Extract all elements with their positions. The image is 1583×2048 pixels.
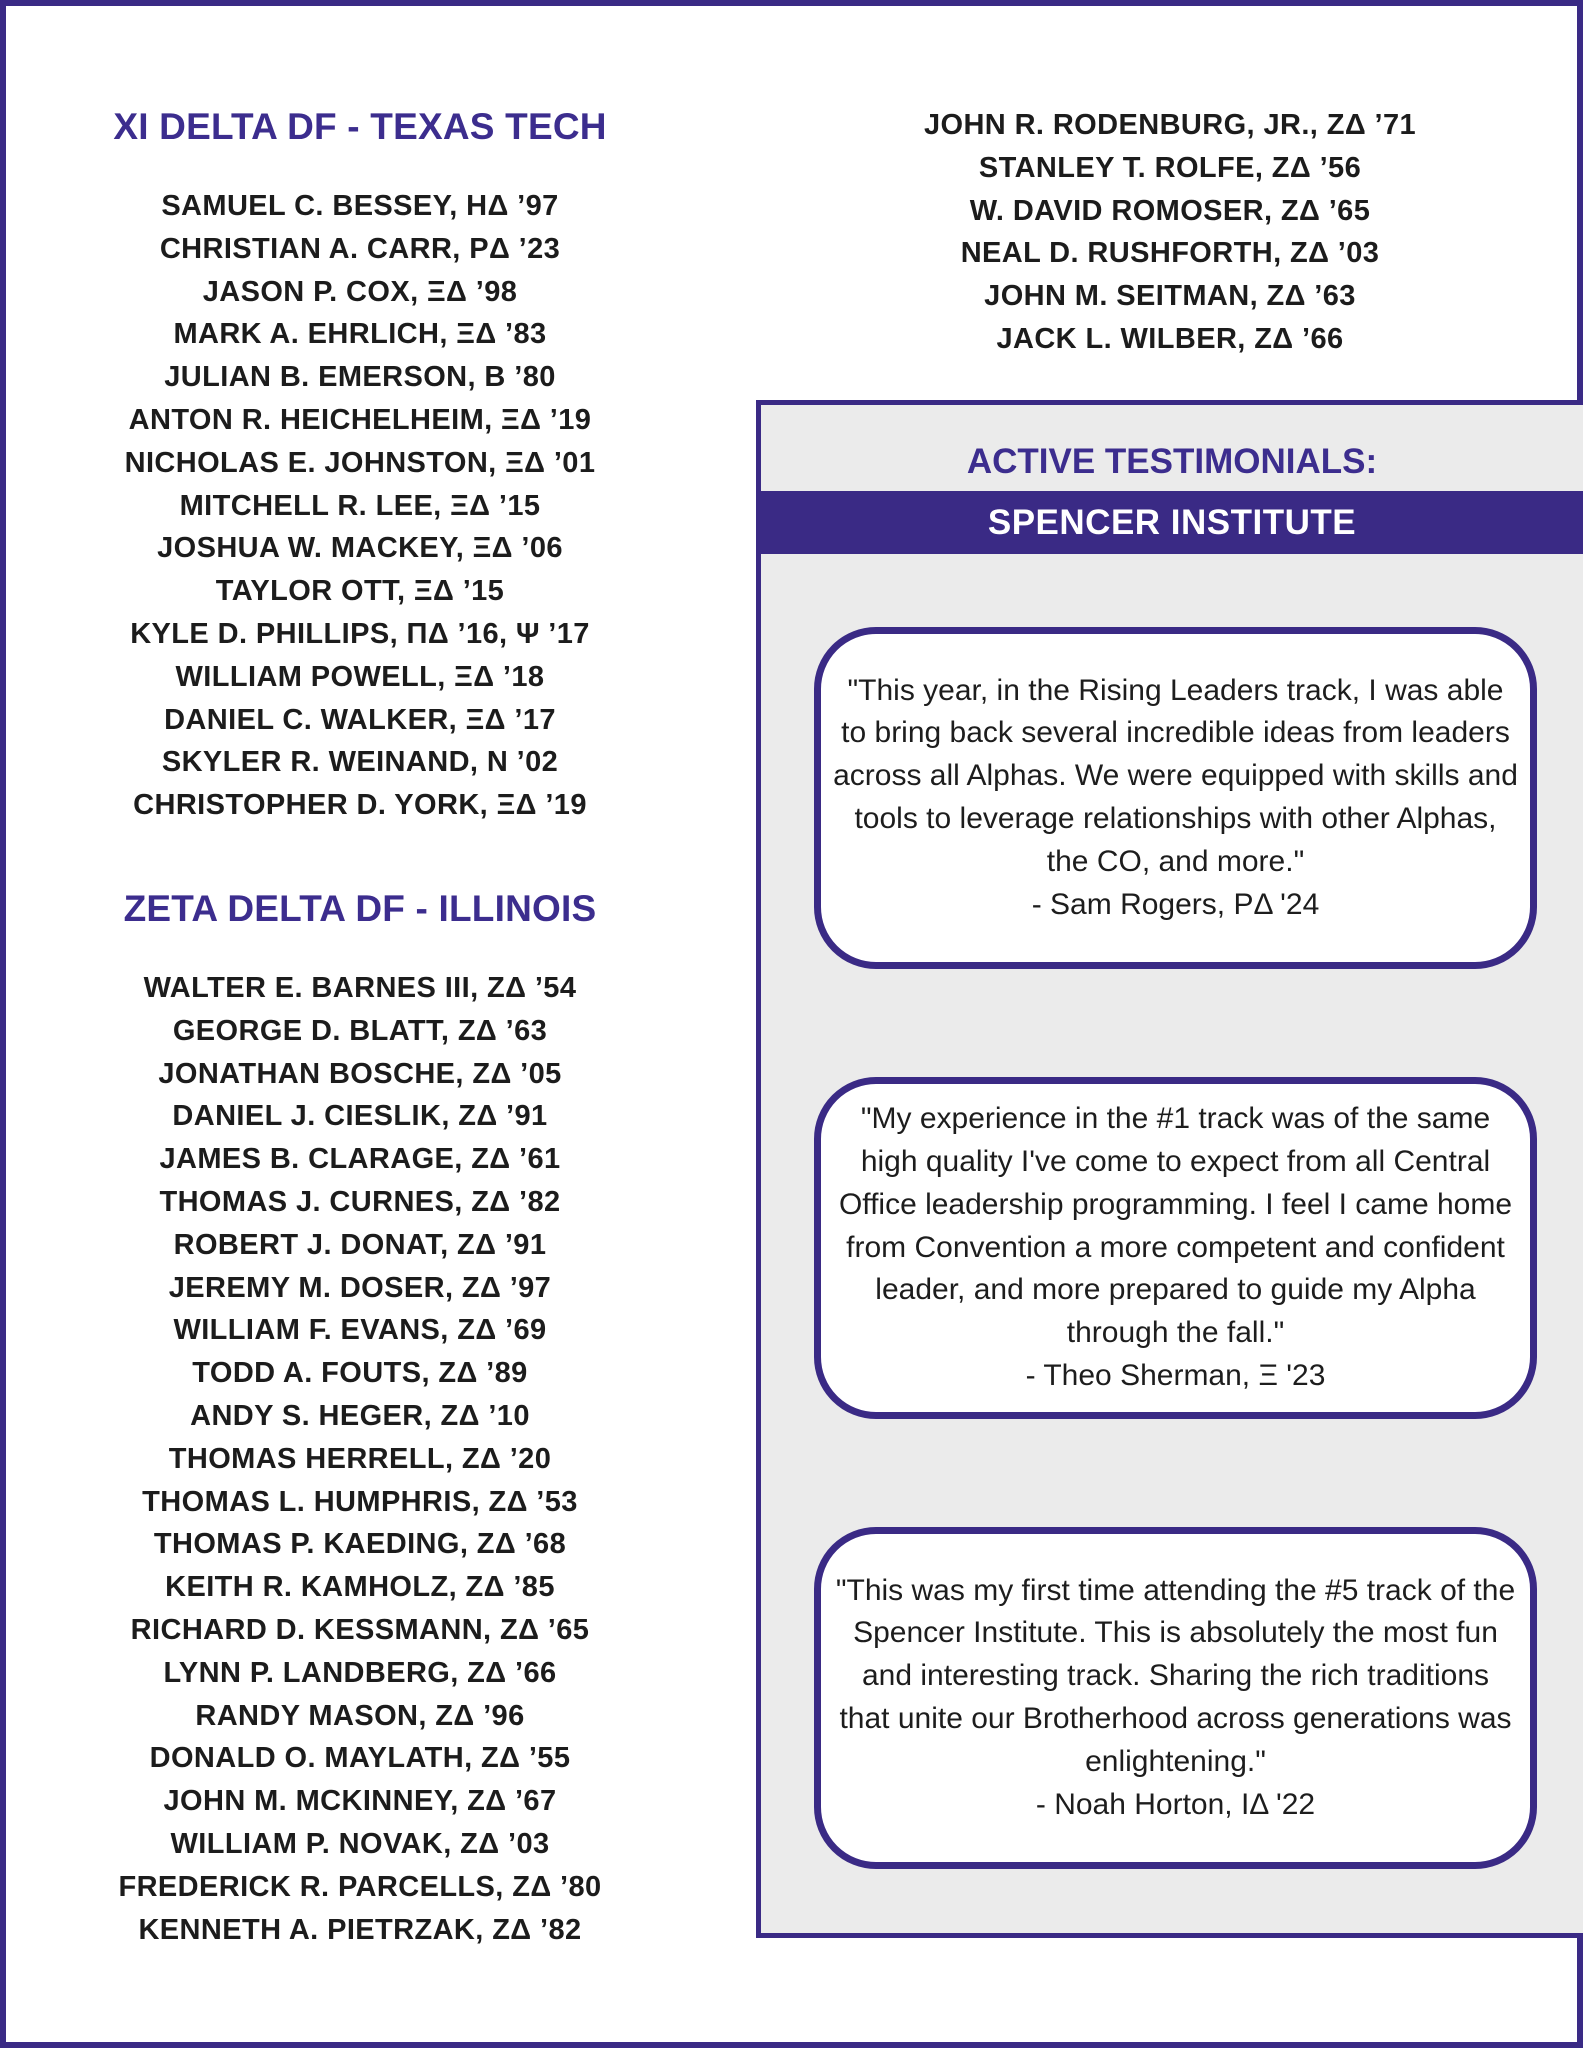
- member-name: WILLIAM F. EVANS, ZΔ ’69: [173, 1314, 547, 1347]
- member-name: JOHN M. MCKINNEY, ZΔ ’67: [163, 1785, 557, 1818]
- member-name: DONALD O. MAYLATH, ZΔ ’55: [149, 1742, 571, 1775]
- member-name: RANDY MASON, ZΔ ’96: [195, 1699, 525, 1732]
- member-name: THOMAS HERRELL, ZΔ ’20: [168, 1442, 552, 1475]
- member-name: THOMAS J. CURNES, ZΔ ’82: [159, 1185, 561, 1218]
- member-name: ANTON R. HEICHELHEIM, ΞΔ ’19: [128, 403, 592, 436]
- member-name: LYNN P. LANDBERG, ZΔ ’66: [163, 1656, 557, 1689]
- member-name: KENNETH A. PIETRZAK, ZΔ ’82: [138, 1913, 582, 1946]
- testimonial-quote: "My experience in the #1 track was of the same high quality I've come to expect from all Central Office leadership programming. I feel I came home from Convention a more competent and confident leader, and more prepared to guide my Alpha through the fall.": [838, 1102, 1513, 1350]
- zeta-delta-title: ZETA DELTA DF - ILLINOIS: [123, 888, 597, 929]
- member-name: DANIEL C. WALKER, ΞΔ ’17: [164, 703, 556, 736]
- member-name: RICHARD D. KESSMANN, ZΔ ’65: [130, 1613, 590, 1646]
- testimonials-panel: [756, 400, 1583, 1938]
- member-name: NICHOLAS E. JOHNSTON, ΞΔ ’01: [124, 446, 596, 479]
- member-name: TAYLOR OTT, ΞΔ ’15: [215, 575, 505, 608]
- member-name: JACK L. WILBER, ZΔ ’66: [996, 322, 1344, 355]
- member-name: FREDERICK R. PARCELLS, ZΔ ’80: [118, 1870, 602, 1903]
- testimonial-card: [814, 627, 1537, 969]
- xi-delta-name-list: [60, 185, 660, 827]
- member-name: CHRISTOPHER D. YORK, ΞΔ ’19: [133, 789, 587, 822]
- member-name: JAMES B. CLARAGE, ZΔ ’61: [159, 1143, 561, 1176]
- xi-delta-title: XI DELTA DF - TEXAS TECH: [113, 106, 607, 147]
- member-name: THOMAS L. HUMPHRIS, ZΔ ’53: [142, 1485, 578, 1518]
- member-name: MARK A. EHRLICH, ΞΔ ’83: [173, 318, 547, 351]
- member-name: ROBERT J. DONAT, ZΔ ’91: [173, 1228, 547, 1261]
- testimonial-quote: "This year, in the Rising Leaders track, I was able to bring back several incredible ideas from leaders across all Alphas. We were equipped with skills and tools to leverage relationships with other Alphas, the CO, and more.": [833, 673, 1518, 878]
- member-name: NEAL D. RUSHFORTH, ZΔ ’03: [960, 237, 1380, 270]
- member-name: KYLE D. PHILLIPS, ΠΔ ’16, Ψ ’17: [130, 617, 590, 650]
- zeta-delta-name-list: [60, 967, 660, 1951]
- testimonial-author: - Sam Rogers, PΔ '24: [1031, 887, 1320, 921]
- testimonials-heading: ACTIVE TESTIMONIALS:: [966, 442, 1378, 481]
- member-name: ANDY S. HEGER, ZΔ ’10: [190, 1399, 530, 1432]
- member-name: JOHN M. SEITMAN, ZΔ ’63: [984, 280, 1356, 313]
- member-name: WALTER E. BARNES III, ZΔ ’54: [143, 972, 577, 1004]
- member-name: TODD A. FOUTS, ZΔ ’89: [192, 1357, 528, 1390]
- member-name: STANLEY T. ROLFE, ZΔ ’56: [978, 151, 1362, 184]
- member-name: WILLIAM POWELL, ΞΔ ’18: [175, 660, 545, 693]
- member-name: CHRISTIAN A. CARR, PΔ ’23: [159, 232, 561, 265]
- testimonial-card: [814, 1077, 1537, 1419]
- testimonial-author: - Theo Sherman, Ξ '23: [1025, 1358, 1326, 1392]
- member-name: W. DAVID ROMOSER, ZΔ ’65: [969, 194, 1371, 227]
- member-name: SKYLER R. WEINAND, N ’02: [161, 746, 559, 779]
- member-name: MITCHELL R. LEE, ΞΔ ’15: [179, 489, 541, 522]
- testimonial-author: - Noah Horton, IΔ '22: [1035, 1787, 1316, 1821]
- member-name: DANIEL J. CIESLIK, ZΔ ’91: [172, 1100, 548, 1133]
- member-name: THOMAS P. KAEDING, ZΔ ’68: [153, 1528, 567, 1561]
- member-name: SAMUEL C. BESSEY, HΔ ’97: [161, 190, 559, 222]
- member-name: JULIAN B. EMERSON, B ’80: [164, 361, 556, 394]
- spencer-institute-banner: SPENCER INSTITUTE: [761, 491, 1583, 554]
- member-name: GEORGE D. BLATT, ZΔ ’63: [172, 1014, 548, 1047]
- member-name: JOSHUA W. MACKEY, ΞΔ ’06: [157, 532, 563, 565]
- member-name: WILLIAM P. NOVAK, ZΔ ’03: [170, 1827, 550, 1860]
- member-name: KEITH R. KAMHOLZ, ZΔ ’85: [165, 1571, 555, 1604]
- member-name: JEREMY M. DOSER, ZΔ ’97: [168, 1271, 552, 1304]
- testimonial-quote: "This was my first time attending the #5 track of the Spencer Institute. This is absolutely the most fun and interesting track. Sharing the rich traditions that unite our Brotherhood across generations was enlightening.": [835, 1573, 1516, 1778]
- member-name: JASON P. COX, ΞΔ ’98: [202, 275, 518, 308]
- zeta-delta-name-list-continued: [780, 104, 1560, 361]
- member-name: JONATHAN BOSCHE, ZΔ ’05: [158, 1057, 562, 1090]
- member-name: JOHN R. RODENBURG, JR., ZΔ ’71: [923, 109, 1417, 141]
- testimonial-card: [814, 1527, 1537, 1869]
